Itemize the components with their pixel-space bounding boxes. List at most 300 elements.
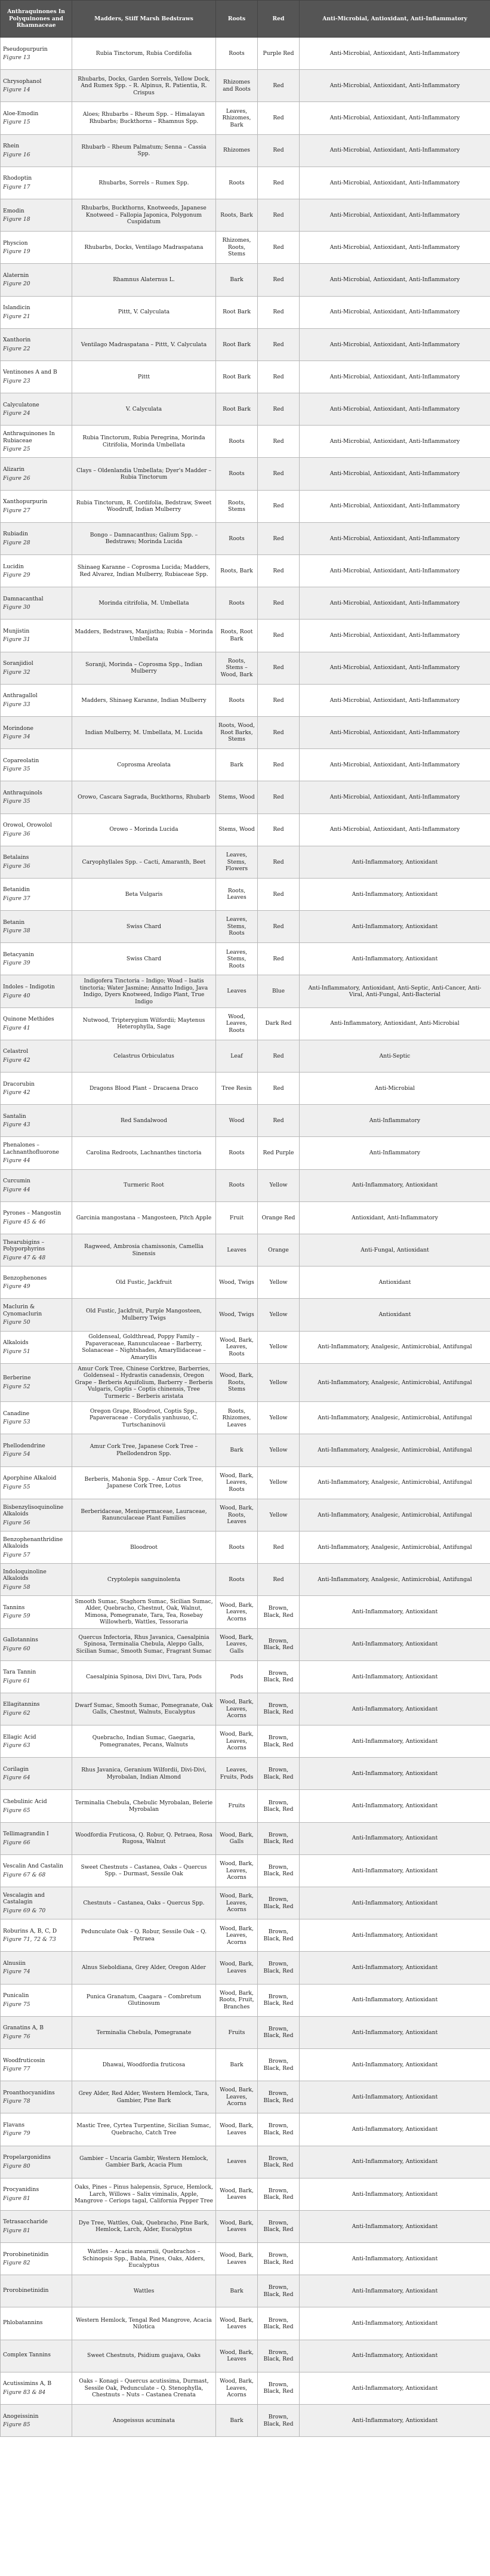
table-row xyxy=(1,426,490,458)
cell-compound xyxy=(1,1007,72,1040)
cell-plant-part: Leaves xyxy=(216,2146,258,2178)
compound-name: Soranjidiol xyxy=(3,660,33,667)
table-row xyxy=(1,393,490,426)
cell-source: Chestnuts – Castanea, Oaks – Quercus Spp. xyxy=(72,1887,216,1919)
cell-source: Shinaeg Karanne – Coprosma Lucida; Madders, Red Alvarez, Indian Mulberry, Rubiaceae Spp. xyxy=(72,555,216,587)
figure-ref: Figure 57 xyxy=(3,1551,30,1558)
cell-plant-part: Leaves, Stems, Flowers xyxy=(216,846,258,878)
cell-dye-color: Orange Red xyxy=(258,1201,300,1234)
figure-ref: Figure 56 xyxy=(3,1519,30,1526)
figure-ref: Figure 59 xyxy=(3,1613,30,1620)
figure-ref: Figure 29 xyxy=(3,572,30,579)
compound-name: Copareolatin xyxy=(3,757,39,764)
cell-activity: Anti-Inflammatory, Antioxidant xyxy=(300,2307,490,2340)
cell-compound xyxy=(1,846,72,878)
cell-dye-color: Purple Red xyxy=(258,38,300,70)
cell-plant-part: Roots xyxy=(216,1169,258,1201)
figure-ref: Figure 77 xyxy=(3,2066,30,2073)
cell-compound xyxy=(1,522,72,554)
table-row xyxy=(1,2275,490,2307)
cell-plant-part: Leaves, Rhizomes, Bark xyxy=(216,102,258,134)
table-row xyxy=(1,2081,490,2113)
cell-dye-color: Red xyxy=(258,328,300,360)
header-part: Roots xyxy=(216,1,258,38)
cell-plant-part: Leaves xyxy=(216,975,258,1007)
cell-dye-color: Red xyxy=(258,1040,300,1072)
figure-ref: Figure 66 xyxy=(3,1839,30,1846)
figure-ref: Figure 76 xyxy=(3,2033,30,2040)
cell-activity: Anti-Inflammatory, Analgesic, Antimicrobial, Antifungal xyxy=(300,1531,490,1563)
cell-plant-part: Pods xyxy=(216,1660,258,1693)
cell-source: Grey Alder, Red Alder, Western Hemlock, Tara, Gambier, Pine Bark xyxy=(72,2081,216,2113)
table-row xyxy=(1,1267,490,1299)
cell-compound xyxy=(1,878,72,910)
figure-ref: Figure 28 xyxy=(3,539,30,546)
figure-ref: Figure 38 xyxy=(3,928,30,935)
figure-ref: Figure 22 xyxy=(3,345,30,352)
cell-compound xyxy=(1,1725,72,1758)
cell-activity: Anti-Inflammatory, Antioxidant xyxy=(300,1725,490,1758)
cell-activity: Anti-Microbial, Antioxidant, Anti-Inflammatory xyxy=(300,102,490,134)
cell-dye-color: Red xyxy=(258,846,300,878)
cell-source: Dhawai, Woodfordia fruticosa xyxy=(72,2048,216,2081)
cell-compound xyxy=(1,38,72,70)
header-source: Madders, Stiff Marsh Bedstraws xyxy=(72,1,216,38)
cell-plant-part: Wood, Bark, Leaves xyxy=(216,2340,258,2372)
cell-source: Woodfordia Fruticosa, Q. Robur, Q. Petraea, Rosa Rugosa, Walnut xyxy=(72,1822,216,1854)
cell-activity: Anti-Inflammatory, Antioxidant xyxy=(300,2275,490,2307)
cell-plant-part: Roots xyxy=(216,38,258,70)
cell-activity: Anti-Inflammatory, Antioxidant xyxy=(300,2178,490,2210)
cell-plant-part: Bark xyxy=(216,2275,258,2307)
figure-ref: Figure 35 xyxy=(3,798,30,805)
compound-name: Roburins A, B, C, D xyxy=(3,1927,57,1934)
table-row xyxy=(1,2372,490,2404)
cell-dye-color: Brown, Black, Red xyxy=(258,2405,300,2437)
cell-compound xyxy=(1,264,72,296)
cell-activity: Anti-Microbial, Antioxidant, Anti-Inflammatory xyxy=(300,490,490,522)
cell-dye-color: Brown, Black, Red xyxy=(258,2081,300,2113)
cell-source: Amur Cork Tree, Japanese Cork Tree – Phellodendron Spp. xyxy=(72,1434,216,1466)
cell-activity: Anti-Inflammatory, Analgesic, Antimicrobial, Antifungal xyxy=(300,1434,490,1466)
cell-compound xyxy=(1,1402,72,1434)
cell-activity: Anti-Inflammatory, Antioxidant xyxy=(300,2405,490,2437)
compound-name: Islandicin xyxy=(3,304,30,312)
cell-compound xyxy=(1,1363,72,1402)
table-row xyxy=(1,1363,490,1402)
cell-dye-color: Brown, Black, Red xyxy=(258,1693,300,1725)
cell-dye-color: Yellow xyxy=(258,1402,300,1434)
table-row xyxy=(1,943,490,975)
table-header-row xyxy=(1,1,490,38)
cell-source: Bloodroot xyxy=(72,1531,216,1563)
cell-activity: Anti-Inflammatory, Antioxidant xyxy=(300,2210,490,2242)
compound-name: Canadine xyxy=(3,1410,30,1417)
cell-source: Rhus Javanica, Geranium Wilfordii, Divi-Divi, Myrobalan, Indian Almond xyxy=(72,1758,216,1790)
cell-plant-part: Roots, Bark xyxy=(216,199,258,231)
cell-dye-color: Red xyxy=(258,1531,300,1563)
cell-dye-color: Red xyxy=(258,1105,300,1137)
cell-source: V. Calyculata xyxy=(72,393,216,426)
figure-ref: Figure 55 xyxy=(3,1483,30,1490)
cell-dye-color: Brown, Black, Red xyxy=(258,1854,300,1887)
table-row xyxy=(1,2243,490,2275)
figure-ref: Figure 31 xyxy=(3,636,30,643)
cell-compound xyxy=(1,1887,72,1919)
compound-name: Betacyanin xyxy=(3,951,34,958)
figure-ref: Figure 81 xyxy=(3,2195,30,2202)
figure-ref: Figure 74 xyxy=(3,1968,30,1976)
cell-plant-part: Roots xyxy=(216,458,258,490)
cell-compound xyxy=(1,70,72,102)
figure-ref: Figure 30 xyxy=(3,604,30,611)
figure-ref: Figure 34 xyxy=(3,734,30,741)
cell-source: Rhubarbs, Docks, Garden Sorrels, Yellow Dock, And Rumex Spp. – R. Alpinus, R. Patientia, R. Crispus xyxy=(72,70,216,102)
table-row xyxy=(1,38,490,70)
compound-name: Benzophenones xyxy=(3,1274,47,1281)
cell-source: Aloes; Rhubarbs – Rheum Spp. – Himalayan Rhubarbs; Buckthorns – Rhamnus Spp. xyxy=(72,102,216,134)
cell-compound xyxy=(1,1660,72,1693)
cell-source: Old Fustic, Jackfruit xyxy=(72,1267,216,1299)
table-row xyxy=(1,878,490,910)
cell-source: Red Sandalwood xyxy=(72,1105,216,1137)
cell-dye-color: Brown, Black, Red xyxy=(258,1725,300,1758)
figure-ref: Figure 42 xyxy=(3,1089,30,1096)
cell-source: Madders, Shinaeg Karanne, Indian Mulberry xyxy=(72,684,216,716)
table-row xyxy=(1,1331,490,1363)
compound-name: Berberine xyxy=(3,1375,31,1382)
cell-dye-color: Red xyxy=(258,296,300,328)
compound-name: Phenalones – Lachnanthofluorone xyxy=(3,1142,59,1155)
cell-activity: Anti-Inflammatory, Antioxidant xyxy=(300,2081,490,2113)
cell-activity: Anti-Inflammatory, Antioxidant xyxy=(300,2340,490,2372)
cell-activity: Anti-Inflammatory, Antioxidant, Anti-Microbial xyxy=(300,1007,490,1040)
cell-plant-part: Rhizomes, Roots, Stems xyxy=(216,232,258,264)
cell-plant-part: Wood, Bark, Leaves, Acorns xyxy=(216,1693,258,1725)
cell-plant-part: Roots xyxy=(216,684,258,716)
table-row xyxy=(1,716,490,748)
cell-activity: Anti-Inflammatory, Antioxidant xyxy=(300,1952,490,1984)
cell-plant-part: Roots xyxy=(216,587,258,620)
compound-name: Indoles – Indigotin xyxy=(3,984,55,991)
cell-compound xyxy=(1,1854,72,1887)
cell-source: Indigofera Tinctoria – Indigo; Woad – Isatis tinctoria; Water Jasmine; Annatto Indigo, Java Indigo, Dyers Knotweed, Indigo Plant, True Indigo xyxy=(72,975,216,1007)
cell-activity: Anti-Microbial, Antioxidant, Anti-Inflammatory xyxy=(300,684,490,716)
cell-plant-part: Wood, Bark, Leaves xyxy=(216,2307,258,2340)
cell-source: Bongo – Damnacanthus; Galium Spp. – Bedstraws; Morinda Lucida xyxy=(72,522,216,554)
cell-compound xyxy=(1,1790,72,1822)
table-row xyxy=(1,1466,490,1499)
figure-ref: Figure 27 xyxy=(3,507,30,514)
compound-name: Alkaloids xyxy=(3,1339,29,1346)
cell-plant-part: Bark xyxy=(216,1434,258,1466)
compound-name: Anthraquinones In Rubiaceae xyxy=(3,430,55,444)
cell-compound xyxy=(1,1984,72,2016)
figure-ref: Figure 60 xyxy=(3,1645,30,1652)
compound-name: Pyrones – Mangostin xyxy=(3,1210,61,1217)
table-row xyxy=(1,328,490,360)
cell-compound xyxy=(1,814,72,846)
cell-compound xyxy=(1,393,72,426)
cell-plant-part: Wood, Bark, Roots, Stems xyxy=(216,1363,258,1402)
cell-plant-part: Wood, Bark, Leaves, Acorns xyxy=(216,1596,258,1628)
table-row xyxy=(1,458,490,490)
figure-ref: Figure 81 xyxy=(3,2227,30,2234)
compound-name: Anthragallol xyxy=(3,692,38,700)
cell-compound xyxy=(1,2178,72,2210)
cell-compound xyxy=(1,749,72,781)
cell-activity: Anti-Microbial, Antioxidant, Anti-Inflammatory xyxy=(300,781,490,814)
cell-compound xyxy=(1,1073,72,1105)
cell-dye-color: Brown, Black, Red xyxy=(258,1984,300,2016)
cell-compound xyxy=(1,620,72,652)
cell-dye-color: Brown, Black, Red xyxy=(258,2372,300,2404)
cell-plant-part: Leaves, Stems, Roots xyxy=(216,911,258,943)
figure-ref: Figure 41 xyxy=(3,1024,30,1031)
figure-ref: Figure 16 xyxy=(3,151,30,158)
cell-compound xyxy=(1,232,72,264)
cell-source: Rhubarb – Rheum Palmatum; Senna – Cassia Spp. xyxy=(72,134,216,167)
cell-compound xyxy=(1,2113,72,2146)
table-row xyxy=(1,1790,490,1822)
cell-compound xyxy=(1,2405,72,2437)
compound-name: Thearubigins – Polyporphyrins xyxy=(3,1238,45,1253)
figure-ref: Figure 26 xyxy=(3,474,30,482)
cell-source: Ventilago Madraspatana – Pittt, V. Calyculata xyxy=(72,328,216,360)
cell-compound xyxy=(1,1596,72,1628)
cell-source: Swiss Chard xyxy=(72,943,216,975)
table-row xyxy=(1,781,490,814)
cell-dye-color: Red xyxy=(258,199,300,231)
cell-compound xyxy=(1,1331,72,1363)
table-row xyxy=(1,1660,490,1693)
figure-ref: Figure 51 xyxy=(3,1348,30,1355)
cell-dye-color: Red xyxy=(258,587,300,620)
cell-dye-color: Brown, Black, Red xyxy=(258,2210,300,2242)
cell-dye-color: Brown, Black, Red xyxy=(258,2307,300,2340)
figure-ref: Figure 54 xyxy=(3,1451,30,1458)
cell-activity: Anti-Microbial, Antioxidant, Anti-Inflammatory xyxy=(300,70,490,102)
table-row xyxy=(1,167,490,199)
table-row xyxy=(1,1628,490,1660)
figure-ref: Figure 18 xyxy=(3,216,30,223)
cell-source: Carolina Redroots, Lachnanthes tinctoria xyxy=(72,1137,216,1169)
compound-name: Proanthocyanidins xyxy=(3,2089,55,2096)
cell-compound xyxy=(1,199,72,231)
cell-source: Oregon Grape, Bloodroot, Coptis Spp., Papaveraceae – Corydalis yanhusuo, C. Turtschaninovii xyxy=(72,1402,216,1434)
cell-activity: Anti-Microbial xyxy=(300,1073,490,1105)
cell-source: Rhubarbs, Buckthorns, Knotweeds, Japanese Knotweed – Fallopia Japonica, Polygonum Cuspidatum xyxy=(72,199,216,231)
compound-name: Ellagitannins xyxy=(3,1701,40,1708)
table-row xyxy=(1,911,490,943)
cell-plant-part: Leaves xyxy=(216,1234,258,1266)
compound-name: Gallotannins xyxy=(3,1637,38,1644)
cell-compound xyxy=(1,458,72,490)
cell-activity: Anti-Microbial, Antioxidant, Anti-Inflammatory xyxy=(300,426,490,458)
figure-ref: Figure 20 xyxy=(3,281,30,288)
compound-name: Physcion xyxy=(3,239,28,246)
cell-dye-color: Red xyxy=(258,555,300,587)
table-row xyxy=(1,1169,490,1201)
figure-ref: Figure 65 xyxy=(3,1807,30,1814)
cell-plant-part: Stems, Wood xyxy=(216,814,258,846)
cell-compound xyxy=(1,781,72,814)
cell-source: Rubia Tinctorum, R. Cordifolia, Bedstraw, Sweet Woodruff, Indian Mulberry xyxy=(72,490,216,522)
cell-compound xyxy=(1,1299,72,1331)
table-body xyxy=(1,38,490,2437)
figure-ref: Figure 49 xyxy=(3,1283,30,1290)
cell-compound xyxy=(1,1466,72,1499)
cell-source: Rubia Tinctorum, Rubia Peregrina, Morinda Citrifolia, Morinda Umbellata xyxy=(72,426,216,458)
cell-source: Mastic Tree, Cyrtea Turpentine, Sicilian Sumac, Quebracho, Catch Tree xyxy=(72,2113,216,2146)
table-row xyxy=(1,1137,490,1169)
cell-compound xyxy=(1,1234,72,1266)
figure-ref: Figure 85 xyxy=(3,2421,30,2429)
cell-plant-part: Stems, Wood xyxy=(216,781,258,814)
header-color: Red xyxy=(258,1,300,38)
cell-source: Ragweed, Ambrosia chamissonis, Camellia Sinensis xyxy=(72,1234,216,1266)
figure-ref: Figure 44 xyxy=(3,1186,30,1193)
cell-compound xyxy=(1,1564,72,1596)
cell-source: Morinda citrifolia, M. Umbellata xyxy=(72,587,216,620)
cell-source: Coprosma Areolata xyxy=(72,749,216,781)
cell-activity: Anti-Inflammatory, Antioxidant xyxy=(300,2048,490,2081)
cell-activity: Anti-Inflammatory, Analgesic, Antimicrobial, Antifungal xyxy=(300,1499,490,1531)
cell-source: Western Hemlock, Tengal Red Mangrove, Acacia Nilotica xyxy=(72,2307,216,2340)
cell-plant-part: Roots xyxy=(216,1137,258,1169)
cell-dye-color: Yellow xyxy=(258,1267,300,1299)
cell-plant-part: Fruits xyxy=(216,1790,258,1822)
table-row xyxy=(1,2210,490,2242)
cell-source: Rhubarbs, Sorrels – Rumex Spp. xyxy=(72,167,216,199)
cell-source: Soranji, Morinda – Coprosma Spp., Indian Mulberry xyxy=(72,652,216,684)
cell-dye-color: Red xyxy=(258,652,300,684)
cell-activity: Anti-Fungal, Antioxidant xyxy=(300,1234,490,1266)
cell-plant-part: Bark xyxy=(216,749,258,781)
compound-name: Granatins A, B xyxy=(3,2025,44,2032)
cell-source: Berberidaceae, Menispermaceae, Lauraceae, Ranunculaceae Plant Families xyxy=(72,1499,216,1531)
cell-compound xyxy=(1,490,72,522)
cell-source: Terminalia Chebula, Chebulic Myrobalan, Belerie Myrobalan xyxy=(72,1790,216,1822)
cell-source: Quebracho, Indian Sumac, Gaegaria, Pomegranates, Pecans, Walnuts xyxy=(72,1725,216,1758)
compound-name: Curcumin xyxy=(3,1178,30,1185)
cell-source: Berberis, Mahonia Spp. – Amur Cork Tree, Japanese Cork Tree, Lotus xyxy=(72,1466,216,1499)
cell-compound xyxy=(1,1105,72,1137)
cell-activity: Anti-Microbial, Antioxidant, Anti-Inflammatory xyxy=(300,167,490,199)
cell-compound xyxy=(1,716,72,748)
cell-dye-color: Red xyxy=(258,70,300,102)
cell-plant-part: Wood, Bark, Roots, Leaves xyxy=(216,1499,258,1531)
cell-plant-part: Wood, Bark, Leaves xyxy=(216,2243,258,2275)
cell-activity: Anti-Inflammatory, Antioxidant xyxy=(300,2016,490,2048)
table-row xyxy=(1,70,490,102)
figure-ref: Figure 83 & 84 xyxy=(3,2389,46,2396)
compound-name: Ventinones A and B xyxy=(3,369,57,376)
compound-name: Quinone Methides xyxy=(3,1016,54,1023)
cell-activity: Anti-Microbial, Antioxidant, Anti-Inflammatory xyxy=(300,522,490,554)
cell-compound xyxy=(1,2146,72,2178)
cell-plant-part: Leaves, Stems, Roots xyxy=(216,943,258,975)
cell-activity: Antioxidant, Anti-Inflammatory xyxy=(300,1201,490,1234)
compound-name: Bisbenzylisoquinoline Alkaloids xyxy=(3,1503,64,1518)
cell-dye-color: Brown, Black, Red xyxy=(258,2178,300,2210)
table-row xyxy=(1,2405,490,2437)
figure-ref: Figure 39 xyxy=(3,960,30,967)
table-row xyxy=(1,1402,490,1434)
figure-ref: Figure 23 xyxy=(3,377,30,384)
cell-activity: Anti-Inflammatory, Antioxidant xyxy=(300,1693,490,1725)
cell-dye-color: Red xyxy=(258,814,300,846)
figure-ref: Figure 61 xyxy=(3,1677,30,1684)
cell-source: Madders, Bedstraws, Manjistha; Rubia – Morinda Umbellata xyxy=(72,620,216,652)
cell-compound xyxy=(1,1693,72,1725)
cell-plant-part: Roots, Stems – Wood, Bark xyxy=(216,652,258,684)
cell-compound xyxy=(1,555,72,587)
figure-ref: Figure 24 xyxy=(3,410,30,417)
cell-dye-color: Red xyxy=(258,393,300,426)
cell-plant-part: Wood, Bark, Leaves xyxy=(216,2113,258,2146)
compound-name: Orowol, Orowolol xyxy=(3,822,52,829)
compound-name: Chebulinic Acid xyxy=(3,1798,47,1805)
cell-activity: Anti-Inflammatory, Antioxidant xyxy=(300,1660,490,1693)
compound-name: Phellodendrine xyxy=(3,1442,45,1449)
table-row xyxy=(1,360,490,393)
figure-ref: Figure 40 xyxy=(3,992,30,999)
table-row xyxy=(1,1499,490,1531)
cell-compound xyxy=(1,2210,72,2242)
cell-compound xyxy=(1,102,72,134)
cell-compound xyxy=(1,1434,72,1466)
figure-ref: Figure 45 & 46 xyxy=(3,1218,46,1225)
cell-dye-color: Red xyxy=(258,781,300,814)
cell-activity: Anti-Inflammatory, Antioxidant xyxy=(300,1790,490,1822)
cell-activity: Antioxidant xyxy=(300,1299,490,1331)
cell-source: Turmeric Root xyxy=(72,1169,216,1201)
table-row xyxy=(1,1564,490,1596)
figure-ref: Figure 64 xyxy=(3,1774,30,1782)
cell-dye-color: Brown, Black, Red xyxy=(258,1919,300,1952)
cell-activity: Anti-Microbial, Antioxidant, Anti-Inflammatory xyxy=(300,393,490,426)
table-row xyxy=(1,1854,490,1887)
cell-compound xyxy=(1,426,72,458)
cell-source: Garcinia mangostana – Mangosteen, Pitch Apple xyxy=(72,1201,216,1234)
cell-activity: Anti-Microbial, Antioxidant, Anti-Inflammatory xyxy=(300,555,490,587)
compound-name: Morindone xyxy=(3,725,33,732)
figure-ref: Figure 17 xyxy=(3,183,30,190)
cell-source: Pittt, V. Calyculata xyxy=(72,296,216,328)
table-row xyxy=(1,684,490,716)
figure-ref: Figure 15 xyxy=(3,119,30,126)
compound-name: Complex Tannins xyxy=(3,2351,51,2358)
cell-source: Quercus Infectoria, Rhus Javanica, Caesalpinia Spinosa, Terminalia Chebula, Aleppo Galls, Sicilian Sumac, Smooth Sumac, Fragrant Sumac xyxy=(72,1628,216,1660)
figure-ref: Figure 14 xyxy=(3,87,30,94)
cell-source: Oaks – Konagi – Quercus acutissima, Durmast, Sessile Oak, Pedunculate – Q. Stenophylla, Chestnuts – Nuts – Castanea Crenata xyxy=(72,2372,216,2404)
cell-compound xyxy=(1,2081,72,2113)
table-row xyxy=(1,232,490,264)
cell-dye-color: Brown, Black, Red xyxy=(258,2275,300,2307)
cell-activity: Anti-Inflammatory, Antioxidant xyxy=(300,1984,490,2016)
cell-compound xyxy=(1,1201,72,1234)
compound-name: Flavans xyxy=(3,2121,25,2128)
table-row xyxy=(1,555,490,587)
table-row xyxy=(1,199,490,231)
cell-activity: Anti-Inflammatory, Antioxidant xyxy=(300,1758,490,1790)
cell-plant-part: Roots, Rhizomes, Leaves xyxy=(216,1402,258,1434)
figure-ref: Figure 19 xyxy=(3,248,30,255)
compound-name: Betalains xyxy=(3,854,29,861)
table-row xyxy=(1,846,490,878)
cell-dye-color: Brown, Black, Red xyxy=(258,1660,300,1693)
